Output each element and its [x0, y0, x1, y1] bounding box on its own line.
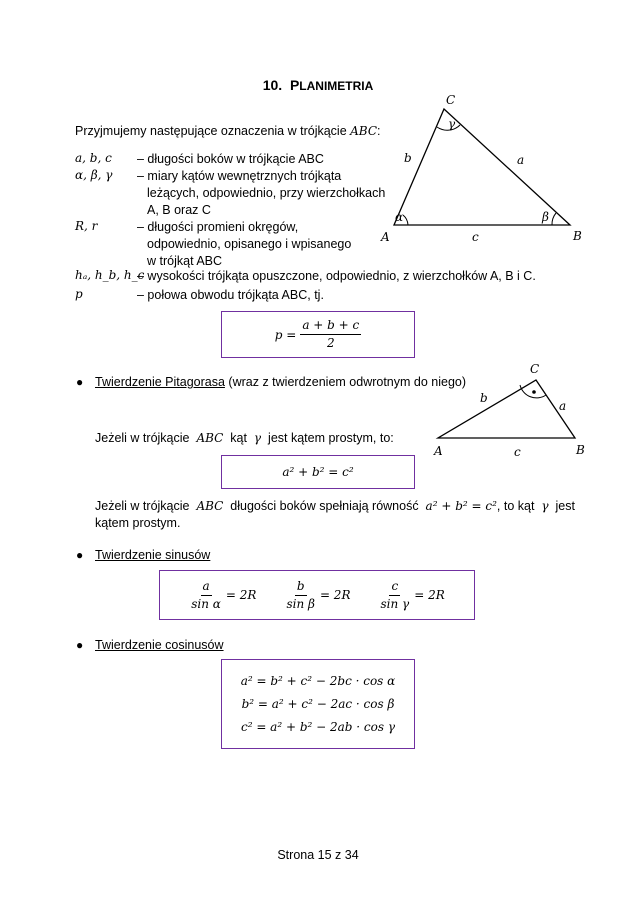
side-b-label: b [404, 151, 412, 165]
notation-desc [137, 151, 397, 168]
perimeter-formula-box [221, 311, 415, 358]
sines-term [378, 579, 444, 612]
pythagoras-formula-box [221, 455, 415, 489]
notation-symbol: α, β, γ [75, 168, 113, 182]
page-footer: Strona 15 z 34 [277, 848, 359, 862]
math-fragment: ABC [196, 431, 224, 445]
fraction-numerator: c [389, 579, 400, 596]
fraction-denominator: sin α [191, 596, 221, 611]
sines-rhs: = 2R [225, 588, 257, 602]
sines-fraction [378, 579, 411, 612]
text-fragment: , to kąt [496, 499, 535, 513]
vertex-c-label: C [446, 93, 456, 107]
fraction-numerator: b [295, 579, 307, 596]
side-a-label: a [517, 153, 525, 167]
notation-desc [137, 268, 536, 285]
right-angle-dot [532, 390, 536, 394]
pythagoras-formula: a² + b² = c² [282, 465, 354, 479]
vertex-a-label: A [381, 230, 390, 244]
perimeter-numerator: a + b + c [300, 318, 361, 335]
text-fragment: długości boków spełniają równość [230, 499, 419, 513]
notation-line: – miary kątów wewnętrznych trójkąta [137, 169, 342, 183]
intro-text [75, 124, 381, 138]
notation-desc [137, 219, 397, 270]
math-fragment: ABC [196, 499, 224, 513]
text-fragment: Jeżeli w trójkącie [95, 431, 190, 445]
notation-line: leżących, odpowiednio, przy wierzchołkach [147, 186, 386, 200]
right-triangle-diagram [425, 362, 595, 460]
notation-symbol: R, r [75, 219, 98, 233]
angle-beta-label: β [542, 210, 549, 224]
sines-heading: Twierdzenie sinusów [95, 548, 211, 562]
cosines-formula-box [221, 659, 415, 749]
fraction-denominator: sin γ [380, 596, 410, 611]
notation-symbol: a, b, c [75, 151, 112, 165]
pythagoras-heading-line [95, 375, 466, 389]
sines-rhs: = 2R [414, 588, 445, 602]
notation-line: odpowiednio, opisanego i wpisanego [147, 237, 352, 251]
sines-rhs: = 2R [319, 588, 351, 602]
angle-alpha-arc [403, 215, 408, 225]
text-fragment: kąt [230, 431, 247, 445]
notation-line: – długości promieni okręgów, [137, 220, 299, 234]
fraction-numerator: a [201, 579, 212, 596]
pythagoras-note: (wraz z twierdzeniem odwrotnym do niego) [228, 375, 467, 389]
notation-line: – długości boków w trójkącie ABC [137, 152, 324, 166]
pythagoras-line2 [95, 499, 575, 513]
pythagoras-heading: Twierdzenie Pitagorasa [95, 375, 225, 389]
section-title-rest: LANIMETRIA [299, 79, 374, 93]
cosines-formula-c: c² = a² + b² − 2ab · cos γ [240, 720, 396, 734]
notation-desc [137, 287, 397, 304]
sines-term [189, 579, 256, 612]
vertex-a-label: A [434, 444, 443, 458]
section-number: 10. [262, 77, 283, 93]
pythagoras-line3: kątem prostym. [95, 516, 181, 530]
angle-alpha-label: α [395, 210, 404, 224]
notation-line: – wysokości trójkąta opuszczone, odpowiednio, z wierzchołków A, B i C. [137, 269, 536, 283]
text-fragment: jest [555, 499, 575, 513]
side-b-label: b [480, 391, 488, 405]
notation-line: – połowa obwodu trójkąta ABC, tj. [137, 288, 324, 302]
cosines-formula-a: a² = b² + c² − 2bc · cos α [240, 674, 396, 688]
sines-fraction [189, 579, 223, 612]
side-c-label: c [514, 445, 521, 459]
text-fragment: Jeżeli w trójkącie [95, 499, 190, 513]
vertex-c-label: C [530, 362, 540, 376]
pythagoras-line1 [95, 431, 394, 445]
math-fragment: a² + b² = c² [425, 499, 497, 513]
side-c-label: c [472, 230, 479, 244]
notation-symbol: p [75, 287, 83, 301]
notation-symbol: hₐ, h_b, h_c [75, 268, 145, 282]
section-title [0, 77, 636, 93]
section-title-initial: P [289, 77, 300, 93]
bullet-dot: ● [76, 548, 84, 562]
sines-formula-box [159, 570, 475, 620]
text-fragment: jest kątem prostym, to: [268, 431, 394, 445]
bullet-dot: ● [76, 638, 84, 652]
perimeter-lhs: p = [274, 327, 297, 342]
right-triangle-outline [438, 380, 575, 438]
vertex-b-label: B [576, 443, 585, 457]
cosines-heading: Twierdzenie cosinusów [95, 638, 224, 652]
bullet-dot: ● [76, 375, 84, 389]
math-fragment: γ [541, 499, 549, 513]
intro-label: Przyjmujemy następujące oznaczenia w trójkącie [75, 124, 347, 138]
notation-desc [137, 168, 397, 219]
notation-line: w trójkąt ABC [147, 254, 223, 268]
notation-line: A, B oraz C [147, 203, 211, 217]
triangle-outline [394, 109, 570, 225]
side-a-label: a [559, 399, 567, 413]
intro-triangle-name: ABC [350, 124, 378, 138]
perimeter-fraction [300, 318, 361, 351]
vertex-b-label: B [573, 229, 582, 243]
sines-term [284, 579, 350, 612]
cosines-formula-b: b² = a² + c² − 2ac · cos β [241, 697, 395, 711]
intro-colon: : [377, 124, 381, 138]
perimeter-denominator: 2 [326, 336, 335, 350]
sines-fraction [284, 579, 316, 612]
angle-beta-arc [552, 213, 556, 225]
fraction-denominator: sin β [286, 596, 315, 611]
triangle-diagram [370, 92, 595, 244]
angle-gamma-label: γ [448, 117, 456, 131]
math-fragment: γ [253, 431, 262, 445]
